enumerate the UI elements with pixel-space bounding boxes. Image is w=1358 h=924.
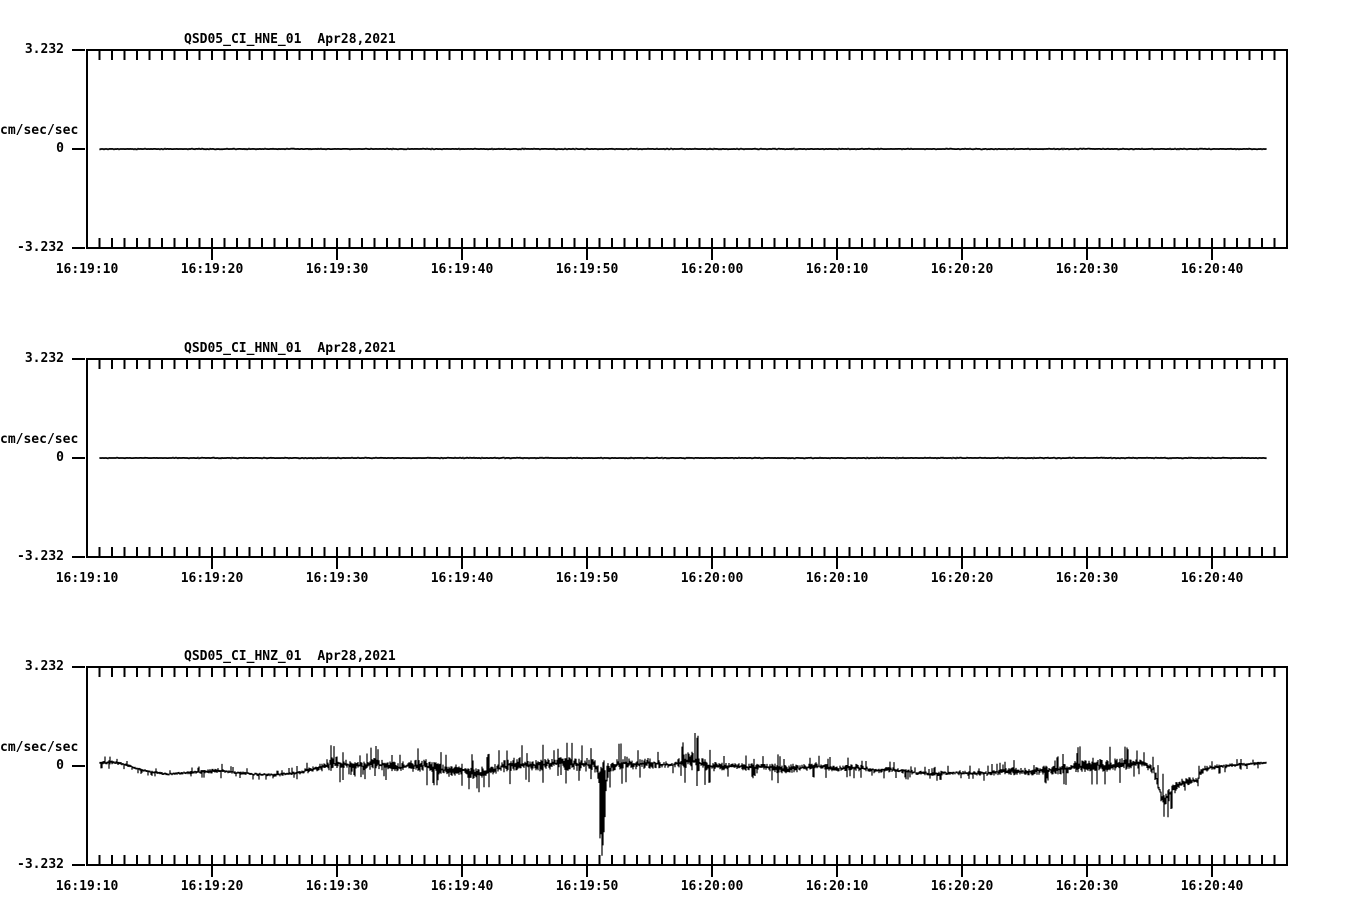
x-tick-label: 16:20:30 <box>1055 571 1119 586</box>
y-axis-unit-label: cm/sec/sec <box>0 432 79 447</box>
x-tick-label: 16:20:40 <box>1180 262 1244 277</box>
x-tick-label: 16:19:20 <box>180 571 244 586</box>
x-tick-label: 16:20:30 <box>1055 879 1119 894</box>
y-axis-min-label: -3.232 <box>17 549 64 564</box>
x-tick-label: 16:19:40 <box>430 879 494 894</box>
y-axis-max-label: 3.232 <box>24 659 64 674</box>
x-tick-label: 16:20:00 <box>680 571 744 586</box>
x-tick-label: 16:20:10 <box>805 879 869 894</box>
x-tick-label: 16:19:30 <box>305 879 369 894</box>
trace-station-channel: QSD05_CI_HNN_01 <box>184 341 302 356</box>
x-tick-label: 16:19:30 <box>305 571 369 586</box>
y-axis-min-label: -3.232 <box>17 240 64 255</box>
x-tick-label: 16:19:10 <box>55 571 119 586</box>
y-axis-max-label: 3.232 <box>24 42 64 57</box>
y-axis-zero-label: 0 <box>56 450 64 465</box>
x-tick-label: 16:19:50 <box>555 262 619 277</box>
x-tick-label: 16:19:30 <box>305 262 369 277</box>
x-tick-label: 16:19:20 <box>180 879 244 894</box>
y-axis-unit-label: cm/sec/sec <box>0 740 79 755</box>
x-tick-label: 16:19:50 <box>555 571 619 586</box>
x-tick-label: 16:20:40 <box>1180 571 1244 586</box>
trace-date: Apr28,2021 <box>317 341 396 356</box>
x-tick-label: 16:19:20 <box>180 262 244 277</box>
x-tick-label: 16:20:00 <box>680 262 744 277</box>
y-axis-zero-label: 0 <box>56 141 64 156</box>
trace-title <box>184 650 396 664</box>
x-tick-label: 16:20:30 <box>1055 262 1119 277</box>
y-axis-max-label: 3.232 <box>24 351 64 366</box>
x-tick-label: 16:20:20 <box>930 879 994 894</box>
y-axis-min-label: -3.232 <box>17 857 64 872</box>
x-tick-label: 16:19:10 <box>55 262 119 277</box>
trace-station-channel: QSD05_CI_HNE_01 <box>184 32 302 47</box>
x-tick-label: 16:20:20 <box>930 571 994 586</box>
x-tick-label: 16:20:20 <box>930 262 994 277</box>
trace-date: Apr28,2021 <box>317 32 396 47</box>
x-tick-label: 16:20:00 <box>680 879 744 894</box>
x-tick-label: 16:20:10 <box>805 262 869 277</box>
y-axis-unit-label: cm/sec/sec <box>0 123 79 138</box>
y-axis-zero-label: 0 <box>56 758 64 773</box>
trace-station-channel: QSD05_CI_HNZ_01 <box>184 649 302 664</box>
x-tick-label: 16:19:10 <box>55 879 119 894</box>
trace-date: Apr28,2021 <box>317 649 396 664</box>
x-tick-label: 16:19:50 <box>555 879 619 894</box>
x-tick-label: 16:20:40 <box>1180 879 1244 894</box>
x-tick-label: 16:20:10 <box>805 571 869 586</box>
x-tick-label: 16:19:40 <box>430 262 494 277</box>
x-tick-label: 16:19:40 <box>430 571 494 586</box>
